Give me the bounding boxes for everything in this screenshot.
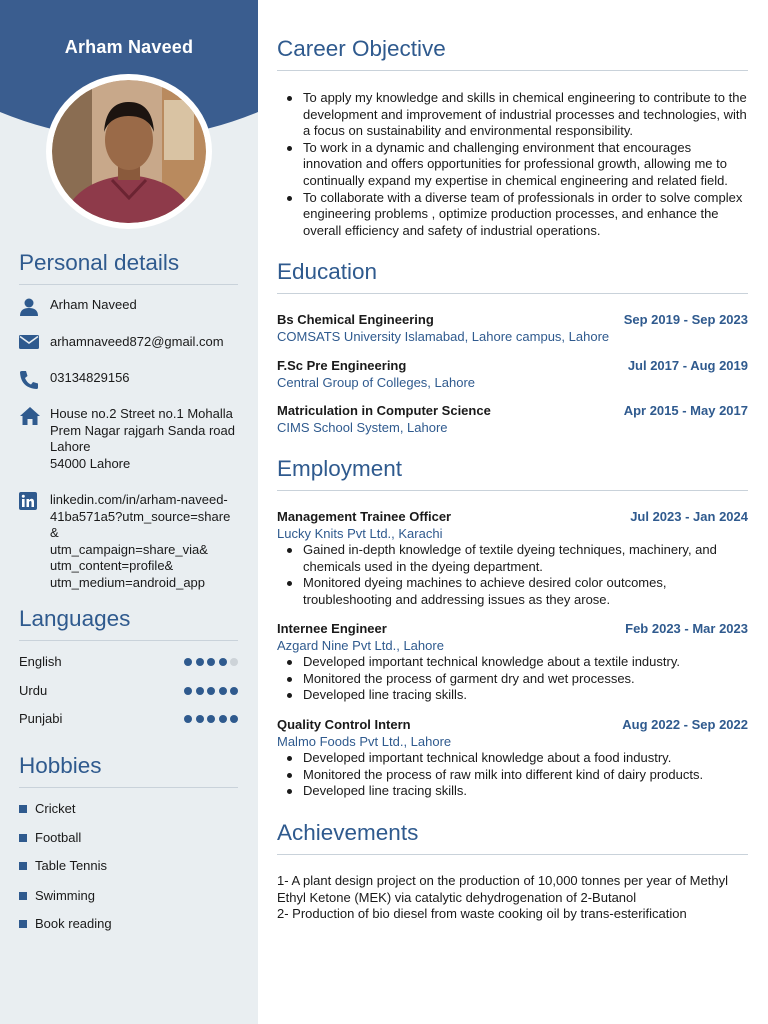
school-name: COMSATS University Islamabad, Lahore campus, Lahore bbox=[277, 328, 610, 344]
personal-item-phone[interactable]: 03134829156 bbox=[19, 370, 238, 390]
envelope-icon bbox=[19, 334, 50, 351]
degree-title: F.Sc Pre Engineering bbox=[277, 358, 407, 373]
language-name: English bbox=[19, 654, 62, 669]
personal-item-linkedin[interactable]: linkedin.com/in/arham-naveed- 41ba571a5?utm_source=share& utm_campaign=share_via& utm_content=profile& utm_medium=android_app bbox=[19, 492, 238, 592]
education-entry bbox=[277, 403, 748, 436]
hobby-item: Book reading bbox=[19, 916, 112, 931]
employment-entry bbox=[277, 621, 748, 704]
hobbies-section bbox=[19, 753, 238, 788]
career-objective-list bbox=[277, 90, 748, 239]
duties-list bbox=[277, 750, 748, 800]
date-range: Sep 2019 - Sep 2023 bbox=[623, 312, 748, 327]
language-row bbox=[19, 711, 238, 726]
objective-item: To work in a dynamic and challenging environment that encourages innovation and offers opportunities for professional growth, allowing me to continually expand my expertise in chemical engineering and related field. bbox=[277, 140, 748, 190]
company-name: Lucky Knits Pvt Ltd., Karachi bbox=[277, 525, 443, 541]
duty-item: Developed line tracing skills. bbox=[277, 783, 748, 800]
language-level-urdu bbox=[184, 687, 238, 695]
sidebar-header bbox=[0, 0, 258, 240]
employment-title: Employment bbox=[277, 456, 748, 491]
personal-details-list bbox=[19, 296, 238, 590]
duty-item: Monitored dyeing machines to achieve desired color outcomes, troubleshooting and addressing issues as they arose. bbox=[277, 575, 748, 608]
duty-item: Gained in-depth knowledge of textile dyeing techniques, machinery, and chemicals used in the dyeing department. bbox=[277, 542, 748, 575]
level-dot bbox=[230, 715, 238, 723]
education-entry bbox=[277, 358, 748, 391]
duties-list bbox=[277, 542, 748, 608]
languages-section bbox=[19, 606, 238, 641]
degree-title: Bs Chemical Engineering bbox=[277, 312, 434, 327]
language-level-punjabi bbox=[184, 715, 238, 723]
company-name: Malmo Foods Pvt Ltd., Lahore bbox=[277, 733, 452, 749]
achievement-item: 1- A plant design project on the production of 10,000 tonnes per year of Methyl Ethyl Ketone (MEK) via catalytic dehydrogenation of 2-Butanol bbox=[277, 873, 728, 905]
degree-title: Matriculation in Computer Science bbox=[277, 403, 491, 418]
level-dot bbox=[219, 687, 227, 695]
date-range: Jul 2017 - Aug 2019 bbox=[627, 358, 748, 373]
level-dot bbox=[196, 715, 204, 723]
language-level-english bbox=[184, 658, 238, 666]
achievement-item: 2- Production of bio diesel from waste cooking oil by trans-esterification bbox=[277, 906, 687, 921]
hobbies-title: Hobbies bbox=[19, 753, 238, 788]
employment-entry bbox=[277, 509, 748, 609]
level-dot bbox=[207, 658, 215, 666]
level-dot bbox=[196, 687, 204, 695]
education-entry bbox=[277, 312, 748, 345]
duty-item: Developed important technical knowledge about a textile industry. bbox=[277, 654, 748, 671]
profile-name: Arham Naveed bbox=[64, 37, 194, 57]
school-name: Central Group of Colleges, Lahore bbox=[277, 374, 476, 390]
language-row bbox=[19, 654, 238, 669]
employment-entry bbox=[277, 717, 748, 800]
square-bullet-icon bbox=[19, 834, 27, 842]
level-dot bbox=[184, 658, 192, 666]
level-dot bbox=[230, 687, 238, 695]
square-bullet-icon bbox=[19, 805, 27, 813]
languages-title: Languages bbox=[19, 606, 238, 641]
hobby-item: Football bbox=[19, 830, 81, 845]
person-icon bbox=[19, 297, 50, 317]
hobby-item: Table Tennis bbox=[19, 858, 107, 873]
date-range: Aug 2022 - Sep 2022 bbox=[622, 717, 748, 732]
hobbies-list bbox=[19, 801, 238, 941]
duties-list bbox=[277, 654, 748, 704]
level-dot bbox=[207, 715, 215, 723]
hobby-item: Swimming bbox=[19, 888, 95, 903]
language-name: Urdu bbox=[19, 683, 48, 698]
level-dot-empty bbox=[230, 658, 238, 666]
personal-item-name: Arham Naveed bbox=[19, 297, 238, 317]
personal-details-title: Personal details bbox=[19, 250, 238, 285]
company-name: Azgard Nine Pvt Ltd., Lahore bbox=[277, 637, 444, 653]
role-title: Internee Engineer bbox=[277, 621, 387, 636]
level-dot bbox=[184, 715, 192, 723]
role-title: Quality Control Intern bbox=[277, 717, 411, 732]
level-dot bbox=[219, 658, 227, 666]
personal-item-address: House no.2 Street no.1 Mohalla Prem Nagar rajgarh Sanda road Lahore 54000 Lahore bbox=[19, 406, 238, 472]
personal-item-email[interactable]: arhamnaveed872@gmail.com bbox=[19, 334, 238, 351]
duty-item: Monitored the process of garment dry and wet processes. bbox=[277, 671, 748, 688]
level-dot bbox=[207, 687, 215, 695]
hobby-item: Cricket bbox=[19, 801, 75, 816]
home-icon bbox=[19, 406, 50, 472]
duty-item: Monitored the process of raw milk into different kind of dairy products. bbox=[277, 767, 748, 784]
achievements-title: Achievements bbox=[277, 820, 748, 855]
duty-item: Developed line tracing skills. bbox=[277, 687, 748, 704]
objective-item: To collaborate with a diverse team of professionals in order to solve complex engineering problems , optimize production processes, and enhance the overall efficiency and safety of industrial operations. bbox=[277, 190, 748, 240]
linkedin-icon bbox=[19, 492, 50, 592]
objective-item: To apply my knowledge and skills in chemical engineering to contribute to the development and improvement of industrial processes and technologies, with a focus on sustainability and environmental responsibility. bbox=[277, 90, 748, 140]
date-range: Jul 2023 - Jan 2024 bbox=[630, 509, 748, 524]
level-dot bbox=[184, 687, 192, 695]
education-title: Education bbox=[277, 259, 748, 294]
square-bullet-icon bbox=[19, 862, 27, 870]
personal-details-section bbox=[19, 250, 238, 285]
school-name: CIMS School System, Lahore bbox=[277, 419, 448, 435]
role-title: Management Trainee Officer bbox=[277, 509, 452, 524]
languages-list bbox=[19, 654, 238, 734]
career-objective-title: Career Objective bbox=[277, 36, 748, 71]
profile-photo bbox=[46, 74, 212, 229]
level-dot bbox=[196, 658, 204, 666]
sidebar bbox=[0, 0, 258, 1024]
phone-icon bbox=[19, 370, 50, 390]
language-name: Punjabi bbox=[19, 711, 63, 726]
date-range: Apr 2015 - May 2017 bbox=[623, 403, 748, 418]
square-bullet-icon bbox=[19, 920, 27, 928]
level-dot bbox=[219, 715, 227, 723]
square-bullet-icon bbox=[19, 892, 27, 900]
date-range: Feb 2023 - Mar 2023 bbox=[625, 621, 748, 636]
duty-item: Developed important technical knowledge about a food industry. bbox=[277, 750, 748, 767]
language-row bbox=[19, 683, 238, 698]
